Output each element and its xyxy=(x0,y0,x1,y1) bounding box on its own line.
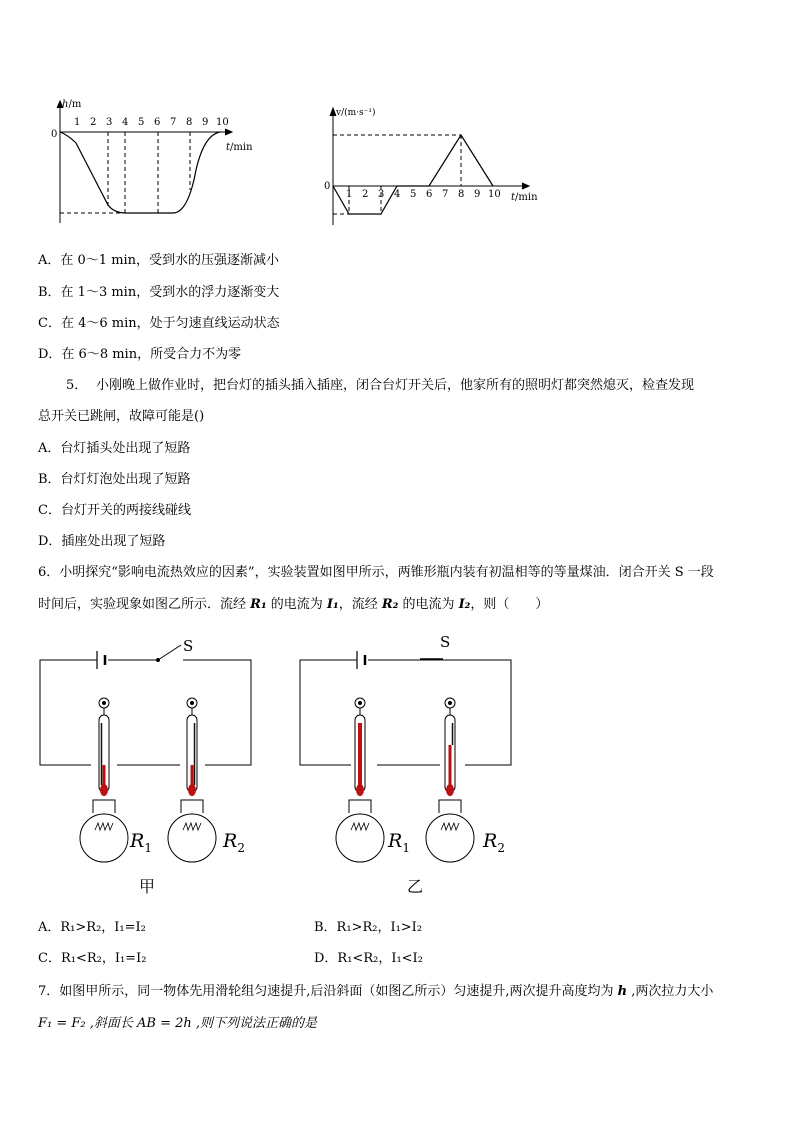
q5-option-b: B．台灯灯泡处出现了短路 xyxy=(38,472,191,487)
q7-stem-line2: F₁ = F₂ ,斜面长 AB = 2h ,则下列说法正确的是 xyxy=(38,1016,318,1031)
velocity-time-graph xyxy=(318,100,548,230)
q6-option-d: D．R₁<R₂，I₁<I₂ xyxy=(314,951,423,966)
thermometer-r1-b xyxy=(336,698,384,862)
svg-text:9: 9 xyxy=(474,189,481,200)
v-x-axis-label: t/min xyxy=(511,192,538,203)
svg-text:2: 2 xyxy=(90,117,97,128)
q4-option-a: A．在 0～1 min，受到水的压强逐渐减小 xyxy=(38,253,280,268)
q5-stem-line2: 总开关已跳闸，故障可能是() xyxy=(38,409,205,424)
caption-b: 乙 xyxy=(407,877,424,896)
h-origin-label: 0 xyxy=(51,129,58,140)
v-x-ticks xyxy=(346,189,501,200)
q5-option-d: D．插座处出现了短路 xyxy=(38,534,166,549)
r2-label-b: $R_2$ xyxy=(483,830,505,855)
svg-text:1: 1 xyxy=(74,117,81,128)
q6-stem-line2: 时间后，实验现象如图乙所示．流经 R₁ 的电流为 I₁，流经 R₂ 的电流为 I₂，则（ ） xyxy=(38,597,549,612)
v-origin-label: 0 xyxy=(324,181,331,192)
q5-stem-line1: 5． 小刚晚上做作业时，把台灯的插头插入插座，闭合台灯开关后，他家所有的照明灯都突然熄灭，检查发现 xyxy=(38,374,694,393)
svg-text:8: 8 xyxy=(186,117,193,128)
v-axis-label: v/(m·s⁻¹) xyxy=(336,108,376,118)
svg-text:6: 6 xyxy=(426,189,433,200)
q6-option-b: B．R₁>R₂，I₁>I₂ xyxy=(314,920,423,935)
svg-text:6: 6 xyxy=(154,117,161,128)
q6-stem-line1: 6．小明探究“影响电流热效应的因素”，实验装置如图甲所示，两锥形瓶内装有初温相等的等量煤油．闭合开关 S 一段 xyxy=(38,565,714,580)
svg-text:8: 8 xyxy=(458,189,465,200)
switch-label-b: S xyxy=(440,633,451,651)
svg-text:5: 5 xyxy=(138,117,145,128)
h-axis-label: h/m xyxy=(62,99,82,110)
r2-label-a: $R_2$ xyxy=(223,830,245,855)
circuit-figure-b xyxy=(295,625,525,900)
thermometer-r2-a xyxy=(168,698,216,862)
svg-text:7: 7 xyxy=(170,117,177,128)
svg-text:3: 3 xyxy=(378,189,385,200)
svg-text:4: 4 xyxy=(394,189,401,200)
svg-text:9: 9 xyxy=(202,117,209,128)
r1-label-b: $R_1$ xyxy=(388,830,410,855)
depth-time-graph xyxy=(48,95,258,230)
q4-option-c: C．在 4～6 min，处于匀速直线运动状态 xyxy=(38,316,280,331)
q5-number: 5． xyxy=(66,378,88,393)
circuit-figure-a xyxy=(35,625,265,900)
svg-text:10: 10 xyxy=(216,117,229,128)
caption-a: 甲 xyxy=(139,877,156,896)
svg-text:10: 10 xyxy=(488,189,501,200)
svg-text:2: 2 xyxy=(362,189,369,200)
svg-text:3: 3 xyxy=(106,117,113,128)
q7-stem-line1: 7．如图甲所示，同一物体先用滑轮组匀速提升,后沿斜面（如图乙所示）匀速提升,两次提升高度均为 h ,两次拉力大小 xyxy=(38,984,714,999)
q6-option-a: A．R₁>R₂，I₁=I₂ xyxy=(38,920,146,935)
q5-option-c: C．台灯开关的两接线碰线 xyxy=(38,503,191,518)
svg-text:1: 1 xyxy=(346,189,353,200)
thermometer-r2-b xyxy=(426,698,474,862)
thermometer-r1-a xyxy=(80,698,128,862)
q4-option-b: B．在 1～3 min，受到水的浮力逐渐变大 xyxy=(38,285,280,300)
q4-option-d: D．在 6～8 min，所受合力不为零 xyxy=(38,347,242,362)
q5-option-a: A．台灯插头处出现了短路 xyxy=(38,441,191,456)
svg-text:7: 7 xyxy=(442,189,449,200)
svg-text:5: 5 xyxy=(410,189,417,200)
h-x-ticks xyxy=(74,117,229,128)
svg-text:4: 4 xyxy=(122,117,129,128)
q6-option-c: C．R₁<R₂，I₁=I₂ xyxy=(38,951,147,966)
h-x-axis-label: t/min xyxy=(226,142,253,153)
r1-label-a: $R_1$ xyxy=(130,830,152,855)
switch-label-a: S xyxy=(183,637,194,655)
